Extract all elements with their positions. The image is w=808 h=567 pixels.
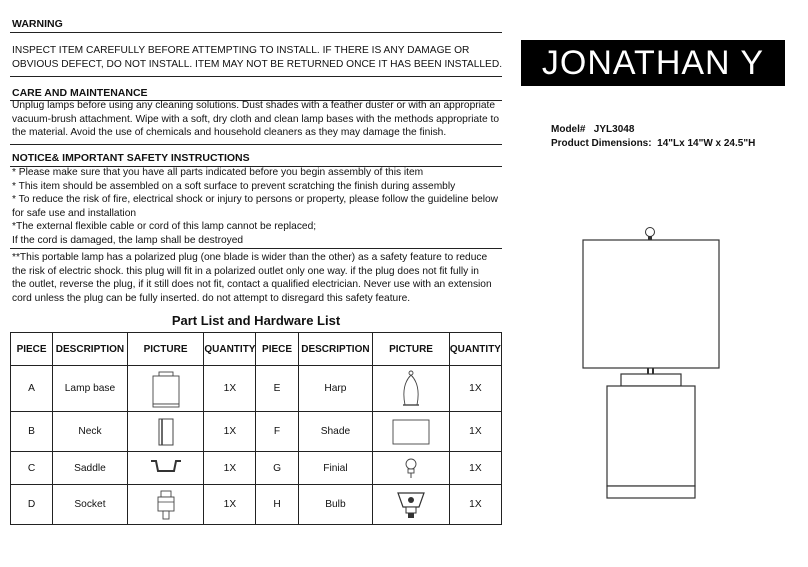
text-line: *The external flexible cable or cord of this lamp cannot be replaced; <box>12 221 317 233</box>
col-header: PICTURE <box>127 333 204 366</box>
parts-title: Part List and Hardware List <box>171 313 341 328</box>
dimensions-value: 14"Lx 14"W x 24.5"H <box>657 138 756 149</box>
safety-text <box>12 166 507 248</box>
picture-cell <box>373 452 450 485</box>
brand-logo: JONATHAN Y <box>521 40 785 86</box>
divider <box>10 144 502 145</box>
description-cell: Finial <box>298 452 373 485</box>
picture-cell <box>127 412 204 452</box>
piece-cell: E <box>256 366 298 412</box>
finial-icon <box>402 456 420 480</box>
divider <box>10 32 502 33</box>
col-header: PIECE <box>11 333 53 366</box>
quantity-cell: 1X <box>204 412 256 452</box>
bulb-icon <box>395 489 427 521</box>
text-line: INSPECT ITEM CAREFULLY BEFORE ATTEMPTING TO INSTALL. IF THERE IS ANY DAMAGE OR <box>12 45 470 56</box>
text-line: cord unless the plug can be fully inserted. do not attempt to disregard this safety feature. <box>12 292 411 304</box>
table-row <box>11 412 502 452</box>
col-header: QUANTITY <box>449 333 501 366</box>
shade-shape <box>583 240 719 368</box>
picture-cell <box>373 412 450 452</box>
text-line: * Please make sure that you have all parts indicated before you begin assembly of this item <box>12 167 424 178</box>
neck-shape <box>621 374 681 386</box>
text-line: the risk of electric shock. this plug will fit in a polarized outlet only one way. if the plug does not fit fully in <box>12 265 479 277</box>
shade-icon <box>391 418 431 446</box>
quantity-cell: 1X <box>449 485 501 525</box>
base-shape <box>607 386 695 486</box>
parts-table <box>10 332 502 525</box>
text-line: **This portable lamp has a polarized plug (one blade is wider than the other) as a safety feature to reduce <box>12 252 488 263</box>
socket-icon <box>155 489 177 521</box>
dimensions-line <box>551 138 755 149</box>
piece-cell: F <box>256 412 298 452</box>
description-cell: Neck <box>53 412 128 452</box>
safety-title: NOTICE& IMPORTANT SAFETY INSTRUCTIONS <box>12 152 250 164</box>
divider <box>10 248 502 249</box>
col-header: PICTURE <box>373 333 450 366</box>
description-cell: Lamp base <box>53 366 128 412</box>
text-line: Unplug lamps before using any cleaning solutions. Dust shades with a feather duster or with an appropriate <box>12 100 496 111</box>
col-header: QUANTITY <box>204 333 256 366</box>
table-row <box>11 452 502 485</box>
lamp-base-icon <box>149 370 183 408</box>
piece-cell: A <box>11 366 53 412</box>
description-cell: Bulb <box>298 485 373 525</box>
quantity-cell: 1X <box>204 366 256 412</box>
text-line: OBVIOUS DEFECT, DO NOT INSTALL. ITEM MAY NOT BE RETURNED ONCE IT HAS BEEN INSTALLED. <box>12 58 503 70</box>
col-header: PIECE <box>256 333 298 366</box>
piece-cell: H <box>256 485 298 525</box>
text-line: vacuum-brush attachment. Wipe with a soft, dry cloth and clean lamp bases with the methods appropriate to <box>12 113 499 125</box>
quantity-cell: 1X <box>449 412 501 452</box>
picture-cell <box>127 452 204 485</box>
description-cell: Socket <box>53 485 128 525</box>
piece-cell: G <box>256 452 298 485</box>
description-cell: Shade <box>298 412 373 452</box>
neck-icon <box>156 417 176 447</box>
col-header: DESCRIPTION <box>298 333 373 366</box>
text-line: for safe use and installation <box>12 207 137 219</box>
description-cell: Harp <box>298 366 373 412</box>
description-cell: Saddle <box>53 452 128 485</box>
quantity-cell: 1X <box>449 452 501 485</box>
model-label: Model# <box>551 124 586 135</box>
base-foot <box>607 486 695 498</box>
picture-cell <box>373 485 450 525</box>
col-header: DESCRIPTION <box>53 333 128 366</box>
finial-stem <box>648 236 652 240</box>
saddle-icon <box>148 457 184 479</box>
table-row <box>11 366 502 412</box>
text-line: the outlet, reverse the plug, if it still does not fit, contact a qualified electrician. Never use with an extension <box>12 279 492 291</box>
model-line <box>551 124 634 135</box>
quantity-cell: 1X <box>204 485 256 525</box>
piece-cell: D <box>11 485 53 525</box>
plug-text <box>12 251 507 305</box>
quantity-cell: 1X <box>449 366 501 412</box>
piece-cell: C <box>11 452 53 485</box>
piece-cell: B <box>11 412 53 452</box>
dimensions-label: Product Dimensions: <box>551 138 652 149</box>
warning-title: WARNING <box>12 18 63 30</box>
model-value: JYL3048 <box>593 124 635 135</box>
warning-text <box>12 44 507 71</box>
picture-cell <box>127 485 204 525</box>
text-line: * This item should be assembled on a soft surface to prevent scratching the finish during assembly <box>12 180 456 192</box>
care-text <box>12 99 507 140</box>
table-header-row <box>11 333 502 366</box>
picture-cell <box>373 366 450 412</box>
divider <box>10 76 502 77</box>
care-title: CARE AND MAINTENANCE <box>12 87 148 99</box>
harp-icon <box>399 369 423 409</box>
lamp-drawing <box>575 220 735 520</box>
text-line: the material. Avoid the use of chemicals and household cleaners as they may damage the finish. <box>12 127 447 139</box>
table-row <box>11 485 502 525</box>
quantity-cell: 1X <box>204 452 256 485</box>
text-line: * To reduce the risk of fire, electrical shock or injury to persons or property, please follow the guideline below <box>12 194 499 206</box>
text-line: If the cord is damaged, the lamp shall be destroyed <box>12 234 244 246</box>
finial-shape <box>646 228 655 237</box>
picture-cell <box>127 366 204 412</box>
